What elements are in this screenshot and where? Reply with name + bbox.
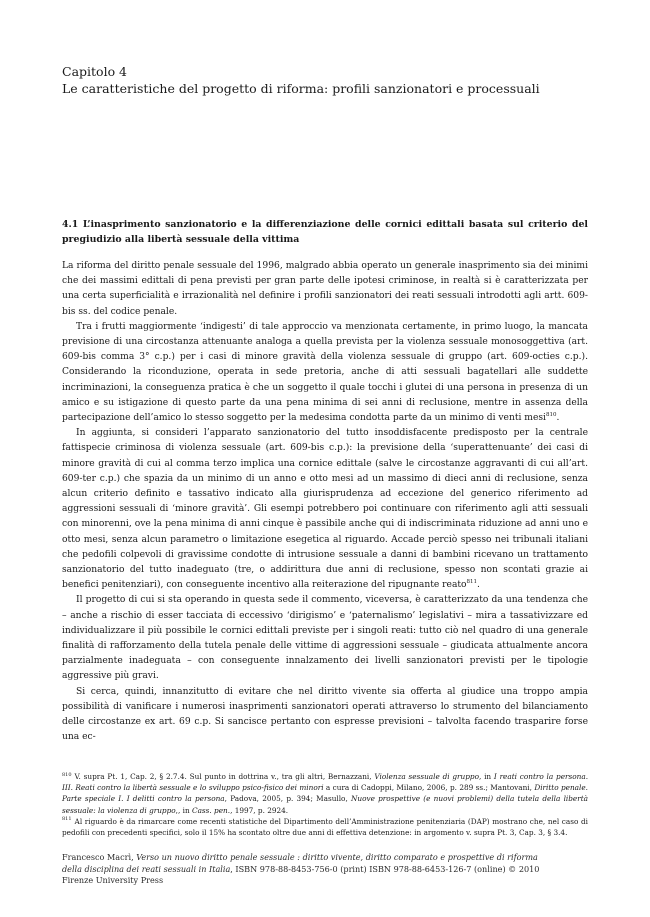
footnote-text: , Padova, 2005, p. 394; Masullo,: [224, 794, 351, 804]
footnote-text: Al riguardo è da rimarcare come recenti statistiche del Dipartimento dell’Amministrazione penitenziaria (DAP) mostrano che, nel caso di pedofili con precedenti specifici, solo il 15% ha scontato oltre due anni di effettiva detenzione: in argomento v. supra Pt. 3, Cap. 3, § 3.4.: [62, 816, 588, 838]
paragraph-text: In aggiunta, si consideri l’apparato sanzionatorio del tutto insoddisfacente predisposto per la centrale fattispecie criminosa di violenza sessuale (art. 609-bis c.p.): la previsione della ‘superattenuante’ dei casi di minore gravità di cui al comma terzo implica una cornice edittale (salve le circostanze aggravanti di cui all’art. 609-ter c.p.) che spazia da un minimo di un anno e otto mesi ad un massimo di dieci anni di reclusione, senza alcun criterio definito e tassativo indicato alla giurisprudenza ad eccezione del generico riferimento ad aggressioni sessuali di ‘minore gravità’. Gli esempi potrebbero poi continuare con riferimento agli atti sessuali con minorenni, ove la pena minima di anni cinque è passibile anche qui di indiscriminata riduzione ad anni uno e otto mesi, senza alcun parametro o limitazione esegetica al riguardo. Accade perciò spesso nei tribunali italiani che pedofili colpevoli di gravissime condotte di intrusione sessuale a danni di bambini ricevano un trattamento sanzionatorio del tutto inadeguato (tre, o addirittura due anni di reclusione, spesso non scontati grazie ai benefici penitenziari), con conseguente incentivo alla reiterazione del ripugnante reato: [62, 428, 588, 591]
paragraph: Il progetto di cui si sta operando in questa sede il commento, viceversa, è caratterizzato da una tendenza che – anche a rischio di esser tacciata di eccessivo ‘dirigismo’ e ‘paternalismo’ legislativi – mira a tassativizzare ed individualizzare il più possibile le cornici edittali previste per i singoli reati: tutto ciò nel quadro di una generale finalità di rafforzamento della tutela penale delle vittime di aggressioni sessuale – giudicata attualmente ancora parzialmente inadeguata – con conseguente innalzamento dei livelli sanzionatori previsti per le tipologie aggressive più gravi.: [62, 595, 588, 682]
citation-line-1: [62, 852, 588, 864]
footnote: [62, 816, 588, 838]
paragraph-end: .: [556, 413, 560, 424]
citation-line-2: [62, 864, 588, 876]
paragraph-end: .: [477, 580, 480, 591]
citation-footer: [62, 852, 588, 887]
citation-publisher: Firenze University Press: [62, 875, 164, 885]
body-text: [62, 259, 588, 746]
paragraph: [62, 426, 588, 593]
citation-author: Francesco Macrì,: [62, 852, 137, 862]
footnotes: [62, 771, 588, 838]
footnote: [62, 771, 588, 816]
footnote-text: V. supra Pt. 1, Cap. 2, § 2.7.4. Sul punto in dottrina v., tra gli altri, Bernazzani,: [74, 772, 375, 781]
paragraph: Si cerca, quindi, innanzitutto di evitare che nel diritto vivente sia offerta al giudice una troppo ampia possibilità di vanificare i numerosi inasprimenti sanzionatori operati attraverso lo strumento del bilanciamento delle circostanze ex art. 69 c.p. Si sancisce pertanto con espresse previsioni – talvolta facendo trasparire forse una ec-: [62, 686, 588, 743]
footnote-italic: I reati contro la persona. III. Reati contro la libertà sessuale e lo sviluppo psico-fisico dei minori: [62, 772, 589, 793]
footnote-number: 810: [62, 771, 72, 778]
footnote-italic: Violenza sessuale di gruppo: [374, 772, 479, 781]
footnote-text: , 1997, p. 2924.: [230, 805, 289, 815]
footnote-text: ,, in: [175, 805, 192, 815]
citation-title: Verso un nuovo diritto penale sessuale : diritto vivente, diritto comparato e prospettive di riforma: [136, 852, 538, 862]
paragraph: La riforma del diritto penale sessuale del 1996, malgrado abbia operato un generale inasprimento sia dei minimi che dei massimi edittali di pena previsti per gran parte delle ipotesi criminose, in realtà si è caratterizzata per una certa superficialità e irrazionalità nel definire i profili sanzionatori dei reati sessuali introdotti agli artt. 609-bis ss. del codice penale.: [62, 261, 588, 317]
footnote-italic: Nuove prospettive (e nuovi problemi) della tutela della libertà sessuale: la violenza di gruppo: [62, 794, 588, 815]
footnote-text: a cura di Cadoppi, Milano, 2006, p. 289 ss.; Mantovani,: [323, 783, 535, 793]
footnote-italic: Cass. pen.: [191, 805, 231, 815]
footnote-italic: Diritto penale. Parte speciale I. I delitti contro la persona: [62, 783, 588, 804]
footnote-text: , in: [478, 772, 494, 781]
footnote-number: 811: [62, 816, 72, 823]
paragraph: [62, 320, 588, 426]
citation-title: della disciplina dei reati sessuali in Italia: [62, 863, 231, 874]
citation-isbn: , ISBN 978-88-8453-756-0 (print) ISBN 978-88-6453-126-7 (online) © 2010: [230, 863, 540, 874]
paragraph-text: Tra i frutti maggiormente ‘indigesti’ di tale approccio va menzionata certamente, in primo luogo, la mancata previsione di una circostanza attenuante analoga a quella prevista per la violenza sessuale monosoggettiva (art. 609-bis comma 3° c.p.) per i casi di minore gravità della violenza sessuale di gruppo (art. 609-octies c.p.). Considerando la riconduzione, operata in sede pretoria, anche di atti sessuali bagatellari alle suddette incriminazioni, la conseguenza pratica è che un soggetto il quale tocchi i glutei di una persona in presenza di un amico e su istigazione di questo parte da una pena minima di sei anni di reclusione, mentre in assenza della partecipazione dell’amico lo stesso soggetto per la medesima condotta parte da un minimo di venti mesi: [62, 321, 588, 424]
footnote-ref[interactable]: 810: [545, 411, 557, 418]
section-heading: 4.1 L’inasprimento sanzionatorio e la differenziazione delle cornici edittali basata sul criterio del pregiudizio alla libertà sessuale della vittima: [62, 219, 588, 245]
footnote-ref[interactable]: 811: [466, 579, 478, 586]
chapter-number: Capitolo 4: [62, 64, 128, 79]
chapter-title: Le caratteristiche del progetto di riforma: profili sanzionatori e processuali: [62, 81, 540, 96]
